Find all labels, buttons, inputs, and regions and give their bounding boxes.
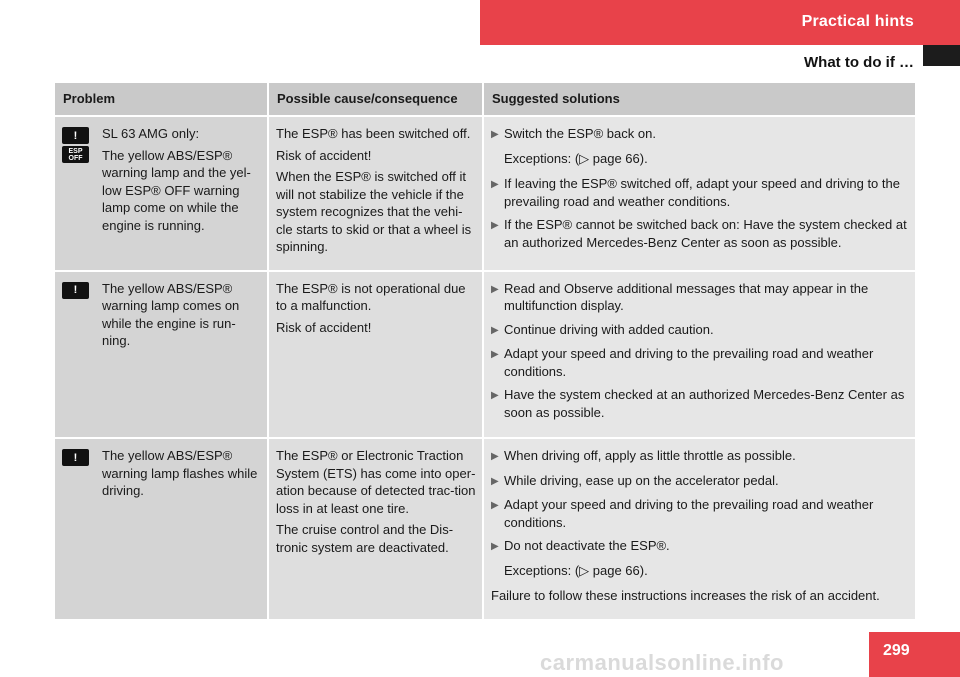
column-header-problem: Problem: [55, 83, 269, 115]
solution-text: Switch the ESP® back on.: [504, 126, 656, 141]
page-reference[interactable]: Exceptions: (▷ page 66).: [504, 562, 648, 578]
cause-text: Risk of accident!: [276, 147, 372, 163]
solution-item: [491, 496, 909, 531]
arrow-bullet-icon: ▶: [491, 220, 499, 231]
solution-item: [491, 386, 909, 421]
solution-text: If the ESP® cannot be switched back on: Have the system checked at an authorized Mercedes-Benz Center as soon as possible.: [504, 217, 907, 250]
solution-item: [491, 125, 909, 144]
header-marker-block: [923, 45, 960, 66]
arrow-bullet-icon: ▶: [491, 390, 499, 401]
table-body: [55, 115, 915, 619]
problem-cell: [55, 437, 269, 619]
cause-text: The ESP® or Electronic Traction System (ETS) has come into oper-ation because of detected trac-tion loss in at least one tire.: [276, 448, 476, 516]
table-row: [55, 437, 915, 619]
solution-item: [491, 216, 909, 251]
warning-note: Failure to follow these instructions increases the risk of an accident.: [491, 588, 880, 603]
table-row: [55, 270, 915, 438]
solution-text: Adapt your speed and driving to the prevailing road and weather conditions.: [504, 497, 874, 530]
arrow-bullet-icon: ▶: [491, 475, 499, 487]
esp-off-icon: [62, 146, 89, 163]
solution-text: Have the system checked at an authorized Mercedes-Benz Center as soon as possible.: [504, 387, 905, 420]
cause-text: The cruise control and the Dis-tronic system are deactivated.: [276, 522, 454, 555]
warning-lamp-icon: !: [62, 127, 89, 144]
solution-text: If leaving the ESP® switched off, adapt your speed and driving to the prevailing road and weather conditions.: [504, 176, 900, 209]
arrow-bullet-icon: ▶: [491, 541, 499, 552]
table-row: [55, 115, 915, 270]
solution-item: [491, 472, 909, 491]
problem-text: SL 63 AMG only:: [102, 126, 200, 141]
watermark: carmanualsonline.info: [540, 650, 784, 675]
solution-text: Continue driving with added caution.: [504, 321, 714, 337]
solution-text: Adapt your speed and driving to the prevailing road and weather conditions.: [504, 346, 874, 379]
column-header-cause: Possible cause/consequence: [269, 83, 484, 115]
section-title: Practical hints: [801, 13, 914, 30]
solution-item: [491, 537, 909, 556]
problem-text: The yellow ABS/ESP® warning lamp flashes while driving.: [102, 448, 258, 498]
practical-hints-table: [55, 83, 915, 619]
solution-text: When driving off, apply as little throttle as possible.: [504, 448, 796, 463]
warning-lamp-icon: !: [62, 449, 89, 466]
solution-item: [491, 321, 909, 340]
subsection-title: What to do if …: [804, 54, 914, 71]
column-header-solutions: Suggested solutions: [484, 83, 915, 115]
cause-cell: [269, 115, 484, 270]
problem-cell: [55, 270, 269, 438]
cause-cell: [269, 270, 484, 438]
cause-text: When the ESP® is switched off it will not stabilize the vehicle if the system recognizes that the vehi-cle starts to skid or that a wheel is spinning.: [276, 169, 472, 254]
solution-text: While driving, ease up on the accelerator pedal.: [504, 472, 779, 488]
solution-item: [491, 175, 909, 210]
solutions-cell: [484, 437, 915, 619]
cause-text: Risk of accident!: [276, 319, 372, 335]
arrow-bullet-icon: ▶: [491, 451, 499, 462]
solution-text: Do not deactivate the ESP®.: [504, 538, 670, 553]
cause-cell: [269, 437, 484, 619]
arrow-bullet-icon: ▶: [491, 324, 499, 336]
problem-cell: [55, 115, 269, 270]
arrow-bullet-icon: ▶: [491, 349, 499, 360]
arrow-bullet-icon: ▶: [491, 179, 499, 190]
solutions-cell: [484, 115, 915, 270]
cause-text: The ESP® is not operational due to a malfunction.: [276, 280, 466, 313]
table-header-row: [55, 83, 915, 115]
esp-off-icon-label-top: ESP: [68, 147, 83, 155]
problem-text: The yellow ABS/ESP® warning lamp and the yel-low ESP® OFF warning lamp come on while the engine is running.: [102, 147, 251, 233]
page-number-box: [869, 632, 960, 677]
cause-text: The ESP® has been switched off.: [276, 126, 471, 141]
esp-off-icon-label-bottom: OFF: [68, 154, 83, 162]
solutions-cell: [484, 270, 915, 438]
page-number: 299: [883, 642, 910, 659]
arrow-bullet-icon: ▶: [491, 283, 499, 295]
section-header-band: [480, 0, 960, 45]
solution-item: [491, 345, 909, 380]
arrow-bullet-icon: ▶: [491, 129, 499, 140]
arrow-bullet-icon: ▶: [491, 500, 499, 511]
problem-text: The yellow ABS/ESP® warning lamp comes on while the engine is run-ning.: [102, 280, 240, 348]
warning-lamp-icon: !: [62, 282, 89, 299]
solution-text: Read and Observe additional messages that may appear in the multifunction display.: [504, 280, 869, 313]
page-reference[interactable]: Exceptions: (▷ page 66).: [504, 150, 648, 166]
solution-item: [491, 447, 909, 466]
solution-item: [491, 280, 909, 315]
